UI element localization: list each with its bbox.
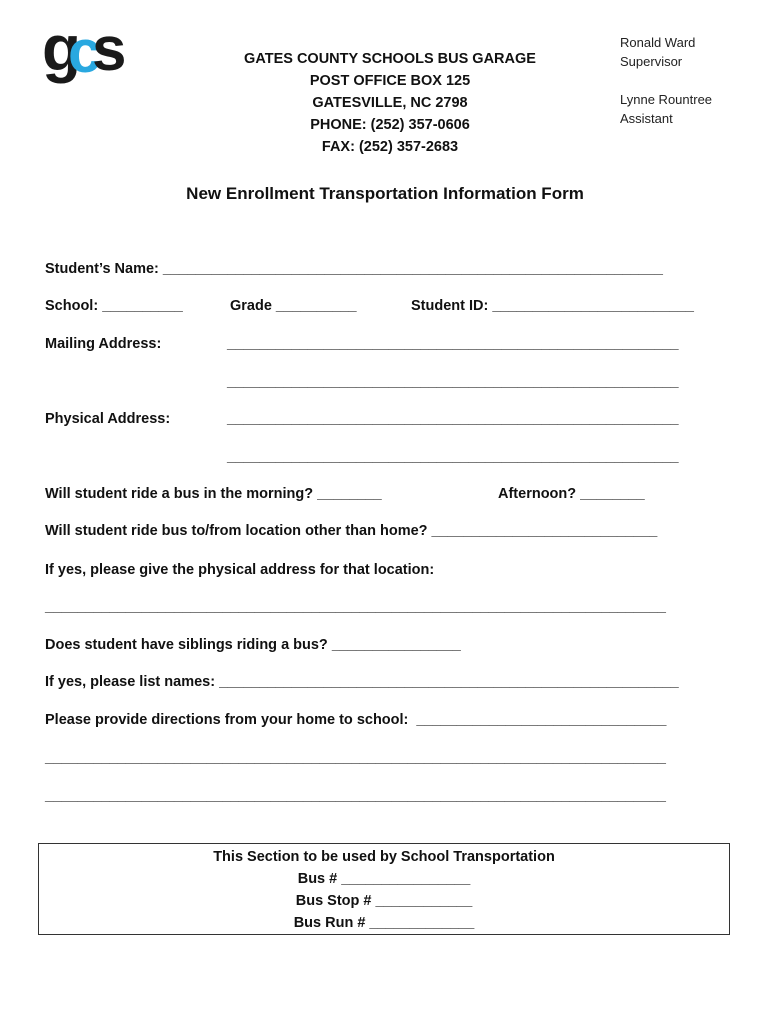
student-name-field[interactable]: Student’s Name: ______________________________________________________________	[45, 261, 663, 277]
siblings-field[interactable]: Does student have siblings riding a bus? ________________	[45, 637, 461, 653]
svg-text:s: s	[92, 18, 127, 84]
staff-name: Ronald Ward	[620, 35, 696, 50]
other-location-address-line[interactable]: _____________________________________________________________________________	[45, 599, 666, 615]
svg-text:c: c	[68, 18, 102, 85]
form-title: New Enrollment Transportation Information Form	[186, 184, 584, 203]
staff-title: Supervisor	[620, 54, 683, 69]
staff-block	[620, 33, 712, 128]
physical-address-label: Physical Address:	[45, 411, 171, 427]
directions-line[interactable]: _____________________________________________________________________________	[45, 788, 666, 804]
gcs-logo	[40, 18, 140, 100]
svg-text:g: g	[42, 18, 72, 84]
mailing-address-line[interactable]: ________________________________________________________	[227, 336, 679, 352]
header-line-fax: FAX: (252) 357-2683	[321, 139, 459, 155]
staff-title: Assistant	[620, 111, 673, 126]
header-line-name: GATES COUNTY SCHOOLS BUS GARAGE	[244, 51, 536, 67]
bus-run-field[interactable]: Bus Run # _____________	[293, 915, 475, 931]
student-id-field[interactable]: Student ID: _________________________	[411, 298, 694, 314]
header-line-city: GATESVILLE, NC 2798	[312, 95, 468, 111]
afternoon-ride-field[interactable]: Afternoon? ________	[498, 486, 645, 502]
sibling-names-field[interactable]: If yes, please list names: _________________________________________________________	[45, 674, 679, 690]
mailing-address-line[interactable]: ________________________________________________________	[227, 374, 679, 390]
staff-name: Lynne Rountree	[620, 92, 713, 107]
directions-line[interactable]: _____________________________________________________________________________	[45, 750, 666, 766]
school-field[interactable]: School: __________	[45, 298, 183, 314]
bus-number-field[interactable]: Bus # ________________	[297, 871, 471, 887]
header-line-pobox: POST OFFICE BOX 125	[309, 73, 471, 89]
other-location-address-prompt: If yes, please give the physical address for that location:	[45, 562, 435, 578]
office-section-heading: This Section to be used by School Transportation	[213, 849, 555, 865]
grade-field[interactable]: Grade __________	[230, 298, 357, 314]
header-line-phone: PHONE: (252) 357-0606	[310, 117, 470, 133]
morning-ride-field[interactable]: Will student ride a bus in the morning? ________	[45, 486, 382, 502]
mailing-address-label: Mailing Address:	[45, 336, 162, 352]
bus-stop-field[interactable]: Bus Stop # ____________	[295, 893, 473, 909]
physical-address-line[interactable]: ________________________________________________________	[227, 411, 679, 427]
office-use-section	[38, 843, 730, 935]
directions-field[interactable]: Please provide directions from your home to school: _______________________________	[45, 712, 667, 728]
physical-address-line[interactable]: ________________________________________________________	[227, 449, 679, 465]
garage-address-block	[200, 48, 580, 158]
other-location-field[interactable]: Will student ride bus to/from location other than home? ____________________________	[45, 523, 658, 539]
